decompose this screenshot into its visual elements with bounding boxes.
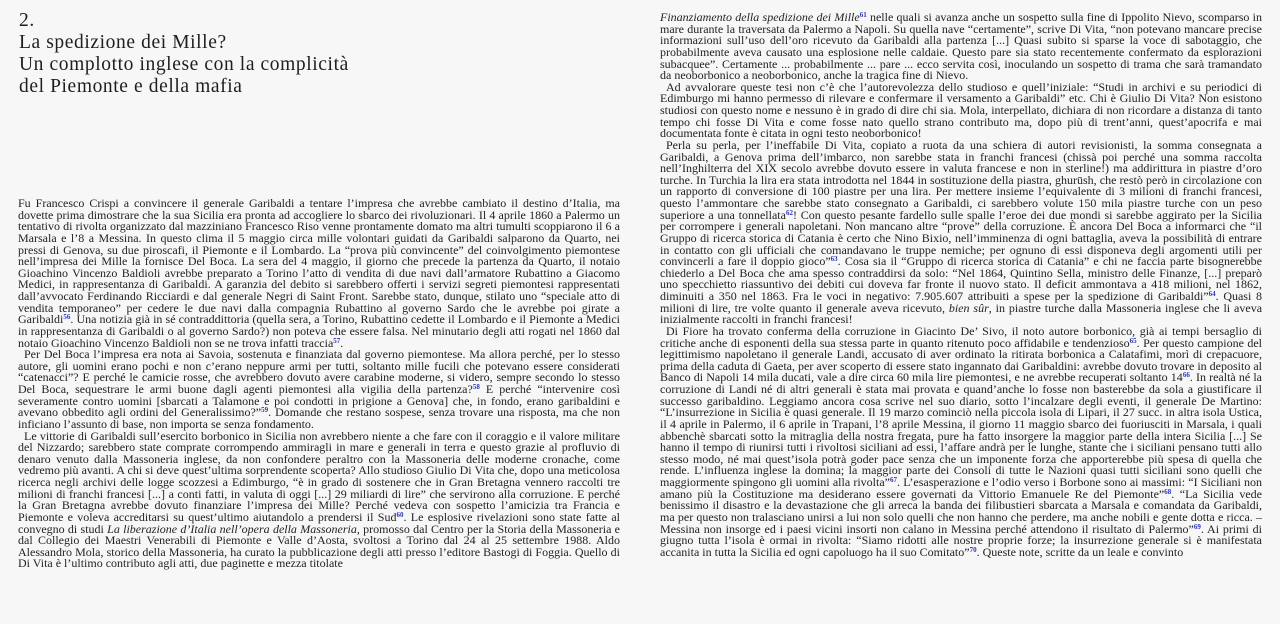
footnote-ref[interactable]: 65 [1129, 336, 1137, 345]
italic-title: Finanziamento della spedizione dei Mille [660, 10, 860, 24]
text-run: . Ai primi di giugno tutta l’isola è ormai in rivolta: “Siamo ridotti alle nostre proprie forze; la insurrezione generale si è manifestata accanita in tutta la Sicilia ed ogni capoluogo ha il suo Comitato” [660, 521, 1262, 559]
text-run: Perla su perla, per l’ineffabile Di Vita, copiato a ruota da una schiera di autori revisionisti, la somma consegnata a Garibaldi, a Genova prima dell’imbarco, non sarebbe stata in franchi francesi (chissà poi perché una somma raccolta nell’Inghilterra del XIX secolo avrebbe dovuto essere in valuta francese e non in sterline!) ma addirittura in piastre d’oro turche. In Turchia la lira era stata introdotta nel 1844 in sostituzione della piastra, ghurūsh, che restò però in circolazione con un rapporto di conversione di 100 piastre per una lira. Per mettere insieme l’equivalente di 3 milioni di franchi francesi, questo l’ammontare che sarebbe stato consegnato a Garibaldi, ci sarebbero volute 150 mila piastre turche con un peso superiore a una tonnellata [660, 137, 1262, 222]
text-run: Ad avvalorare queste tesi non c’è che l’autorevolezza dello studioso e quell’iniziale: “Studi in archivi e su periodici di Edimburgo mi hanno permesso di rilevare e confermare il versamento a Garibaldi” etc. Chi è Giulio Di Vita? Non esistono studiosi con questo nome e nessuno è in grado di dire chi sia. Mola, interpellato, dichiara di non ricordare a distanza di tanto tempo chi fosse Di Vita e come fosse nato quello strano contributo ma, dopo più di trent’anni, quest’apocrifa e mai documentata fonte è citata in ogni testo neoborbonico! [660, 79, 1262, 141]
footnote-ref[interactable]: 62 [785, 208, 793, 217]
paragraph [18, 428, 621, 571]
footnote-ref[interactable]: 68 [1164, 487, 1172, 496]
right-text-column [660, 12, 1262, 558]
footnote-ref[interactable]: 69 [1193, 522, 1201, 531]
chapter-number: 2. [19, 10, 35, 31]
text-run: Fu Francesco Crispi a convincere il generale Garibaldi a tentare l’impresa che avrebbe cambiato il destino d’Italia, ma dovette prima dimostrare che la sua Sicilia era pronta ad accogliere lo sbarco dei rivoluzionari. Il 4 aprile 1860 a Palermo un tentativo di rivolta organizzato dal mazziniano Francesco Riso venne prontamente domato ma altri tumulti scoppiarono il 6 a Marsala e l’8 a Messina. In questo clima il 5 maggio circa mille volontari guidati da Garibaldi salparono da Quarto, nei pressi di Genova, su due piroscafi, il Piemonte e il Lombardo. La “prova più convincente” del coinvolgimento piemontese nell’impresa dei Mille la fornisce Del Boca. La sera del 4 maggio, il giorno che precede la partenza da Quarto, il notaio Gioachino Vincenzo Baldioli avrebbe preparato a Torino l’atto di vendita di due navi dall’armatore Rubattino a Giacomo Medici, in rappresentanza di Garibaldi. A garanzia del debito si sarebbero offerti i servizi segreti piemontesi rappresentati dall’avvocato Ferdinando Ricciardi e dal generale Negri di Saint Front. Sarebbe stato, dunque, stilato uno “speciale atto di vendita temporaneo” per cedere le due navi dalla compagnia Rubattino al governo Sardo che le avrebbe poi girate a Garibaldi [18, 196, 620, 327]
paragraph [660, 137, 1263, 327]
paragraph [18, 349, 620, 430]
footnote-ref[interactable]: 67 [890, 476, 897, 484]
italic-title: bien sûr [948, 300, 989, 315]
text-run: . L’esasperazione e l’odio verso i Borbone sono ai massimi: “I Siciliani non amano più la Costituzione ma desiderano essere governati da Vittorio Emanuele Re del Piemonte” [660, 475, 1262, 501]
text-run: . Quasi 8 milioni di lire, tre volte quanto il generale aveva ricevuto, [660, 289, 1262, 315]
footnote-ref[interactable]: 70 [969, 545, 977, 554]
footnote-ref[interactable]: 59 [261, 406, 269, 415]
text-run: Per Del Boca l’impresa era nota ai Savoia, sostenuta e finanziata dal governo piemontese. Ma allora perché, per lo stesso autore, gli uomini erano pochi e non c’erano neppure armi per tutti, soltanto mille fucili che potevano essere considerati “catenacci”? E perché le camicie rosse, che avrebbero dovuto avere carabine moderne, si videro, sempre secondo lo stesso Del Boca, sequestrare le armi buone dagli agenti piemontesi alla vigilia della partenza? [18, 347, 620, 396]
text-run: . Queste note, scritte da un leale e convinto [976, 544, 1184, 559]
chapter-heading [19, 10, 349, 98]
text-run: . “La Sicilia vede benissimo il disastro e la devastazione che gli arreca la banda dei filibustieri sbarcata a Marsala e comandata da Garibaldi, ma per questo non tralasciano unirsi a lui non solo quelli che non hanno che perdere, ma anche nobili e gente dotta e ricca. – Messina non insorge ed i paesi vicini insorti non calano in Messina perché attendono il risultato di Palermo” [660, 486, 1263, 536]
text-run: , in piastre turche dalla Massoneria inglese che li aveva inizialmente raccolti in franchi francesi! [660, 300, 1263, 327]
footnote-ref[interactable]: 63 [830, 255, 838, 264]
text-run: Le vittorie di Garibaldi sull’esercito borbonico in Sicilia non avrebbero niente a che fare con il coraggio e il valore militare del Nizzardo; sarebbero state comprate corrompendo ammiragli in mare e generali in terra e questo grazie al profluvio di denaro venuto dalla Massoneria inglese, da non confondere peraltro con la Massoneria delle moderne cronache, come vedremo più avanti. A chi si deve quest’ultima sorprendente scoperta? Allo studioso Giulio Di Vita che, dopo una meticolosa ricerca negli archivi delle logge scozzesi a Edimburgo, “è in grado di sostenere che in Gran Bretagna vennero raccolti tre milioni di franchi francesi [...] a conti fatti, in valuta di oggi [...] 29 miliardi di lire” che servirono alla corruzione. E perché la Gran Bretagna avrebbe dovuto finanziare l’impresa dei Mille? Perché vedeva con sospetto l’amicizia tra Francia e Piemonte e voleva accreditarsi su quest’ultimo aiutandolo a prendersi il Sud [18, 428, 620, 524]
paragraph [18, 198, 620, 349]
text-run: Di Fiore ha trovato conferma della corruzione in Giacinto De’ Sivo, il noto autore borbonico, già ai tempi bersaglio di critiche anche di esponenti della sua stessa parte in quanto ritenuto poco affidabile e tendenzioso [660, 323, 1262, 350]
text-run: . Per questo campione del legittimismo napoletano il generale Landi, accusato di aver ordinato la ritirata borbonica a Calatafimi, morì di crepacuore, prima della caduta di Gaeta, per aver scoperto di essere stato ingannato dai Garibaldini: avrebbe dovuto trovare in deposito al Banco di Napoli 14 mila ducati, vale a dire circa 60 mila lire piemontesi, e ne avrebbe recuperati soltanto 14 [660, 335, 1262, 385]
footnote-ref[interactable]: 56 [63, 313, 71, 322]
text-run: . [340, 335, 344, 350]
text-run: . In realtà né la corruzione di Landi né di altri generali è stata mai provata e quand’anche lo fosse non basterebbe da sola a giustificare il successo garibaldino. Leggiamo ancora cosa scrive nel suo diario, sotto l’incalzare degli eventi, il generale De Martino: “L’insurrezione in Sicilia è quasi generale. Il 19 marzo cominciò nella piccola isola di Lipari, il 27 succ. in altra isola Ustica, il 4 aprile in Palermo, il 6 aprile in Trapani, l’8 aprile Messina, il giorno 11 maggio sbarco dei fuoriusciti in Marsala, i quali abbenchè sbarcati sotto la mitraglia della nostra fregata, pure ha fatto insorgere la maggior parte della intera Sicilia [...] Se hanno il tempo di riunirsi tutti i rivoltosi siciliani ad essi, l’affare andrà per le lunghe, stante che i siciliani pensano tutti allo stesso modo, né mai quest’isola potrà goder pace senza che un imponente forza che apporterebbe più spesa di quella che rende. L’influenza inglese la domina; la maggior parte dei Consoli di tutte le Nazioni quasi tutti siciliani sono quelli che maggiormente spingono gli uomini alla rivolta” [660, 370, 1262, 489]
text-run: nelle quali si avanza anche un sospetto sulla fine di Ippolito Nievo, scomparso in mare durante la traversata da Palermo a Napoli. Su quella nave “certamente”, scrive Di Vita, “non potevano mancare precise informazioni sull’uso dell’oro ricevuto da Garibaldi alla partenza [...] Quasi subito si sparse la voce di sabotaggio, che probabilmente aveva causato una esplosione nelle caldaie. Questo pare sia stato recentemente confermato da esplorazioni subacquee”. Certamente ... probabilmente ... pare ... ecco servita così, inoculando un sospetto di trama che sarà tramandato da neoborbonico a neoborbonico, anche la tragica fine di Nievo. [660, 10, 1262, 83]
text-run: . Domande che restano sospese, senza trovare una risposta, ma che non inficiano l’assunto di base, non importa se senza fondamento. [18, 405, 620, 431]
text-run: , promosso dal Centro per la Storia della Massoneria e dal Collegio dei Maestri Venerabili di Piemonte e Valle d’Aosta, svoltosi a Torino dal 24 al 25 settembre 1988. Aldo Alessandro Mola, storico della Massoneria, ha curato la pubblicazione degli atti presso l’editore Bastogi di Foggia. Quello di Di Vita è l’ultimo contributo agli atti, due paginette e mezza titolate [18, 521, 621, 571]
footnote-ref[interactable]: 60 [396, 510, 404, 519]
text-run: . Le esplosive rivelazioni sono state fatte al convegno di studi [18, 509, 620, 536]
text-run: ! Con questo pesante fardello sulle spalle l’eroe dei due mondi si sarebbe aggirato per la Sicilia per corrompere i generali napoletani. Non mancano altre “prove” della corruzione. È ancora Del Boca a informarci che “il Gruppo di ricerca storica di Catania è certo che Nino Bixio, nell’imminenza di ogni battaglia, aveva la possibilità di entrare in contatto con gli ufficiali che comandavano le truppe nemiche; per ognuno di essi disponeva degli argomenti utili per convincerli a fare il doppio gioco” [660, 207, 1262, 269]
chapter-title-line: La spedizione dei Mille? [19, 32, 227, 53]
text-run: . Cosa sia il “Gruppo di ricerca storica di Catania” e chi ne faccia parte bisognerebbe chiederlo a Del Boca che ama spesso contraddirsi da solo: “Nel 1864, Quintino Sella, ministro delle Finanze, [...] preparò uno specchietto riassuntivo dei debiti cui doveva far fronte il nuovo stato. Il deficit ammontava a 418 milioni, nel 1862, diminuiti a 350 nel 1863. Fra le voci in negativo: 7.905.607 attribuiti a spese per la spedizione di Garibaldi” [660, 254, 1263, 303]
footnote-ref[interactable]: 64 [1208, 290, 1216, 298]
chapter-title-line: Un complotto inglese con la complicità [19, 54, 349, 75]
footnote-ref[interactable]: 61 [859, 11, 867, 19]
text-run: . Una notizia già in sé contraddittoria (quella sera, a Torino, Rubattino cedette il Lombardo e il Piemonte a Medici in rappresentanza di Garibaldi o al governo Sardo?) non poteva che essere falsa. Nel minutario degli atti rogati nel 1860 dal notaio Gioachino Vincenzo Baldioli non se ne trova infatti traccia [18, 312, 620, 350]
italic-title: La liberazione d’Italia nell’opera della Massoneria [107, 521, 357, 536]
paragraph [660, 12, 1262, 82]
chapter-title-line: del Piemonte e della mafia [19, 76, 243, 97]
text-run: E perché “intervenire così severamente contro uomini [sbarcati a Talamone e poi condotti in prigione a Genova] che, in fondo, erano garibaldini e avevano obbedito agli ordini del Generalissimo?” [18, 382, 620, 420]
footnote-ref[interactable]: 57 [333, 336, 341, 345]
paragraph [660, 323, 1263, 559]
footnote-ref[interactable]: 58 [472, 383, 480, 391]
footnote-ref[interactable]: 66 [1182, 371, 1190, 380]
paragraph [660, 79, 1262, 141]
left-text-column [18, 198, 620, 570]
